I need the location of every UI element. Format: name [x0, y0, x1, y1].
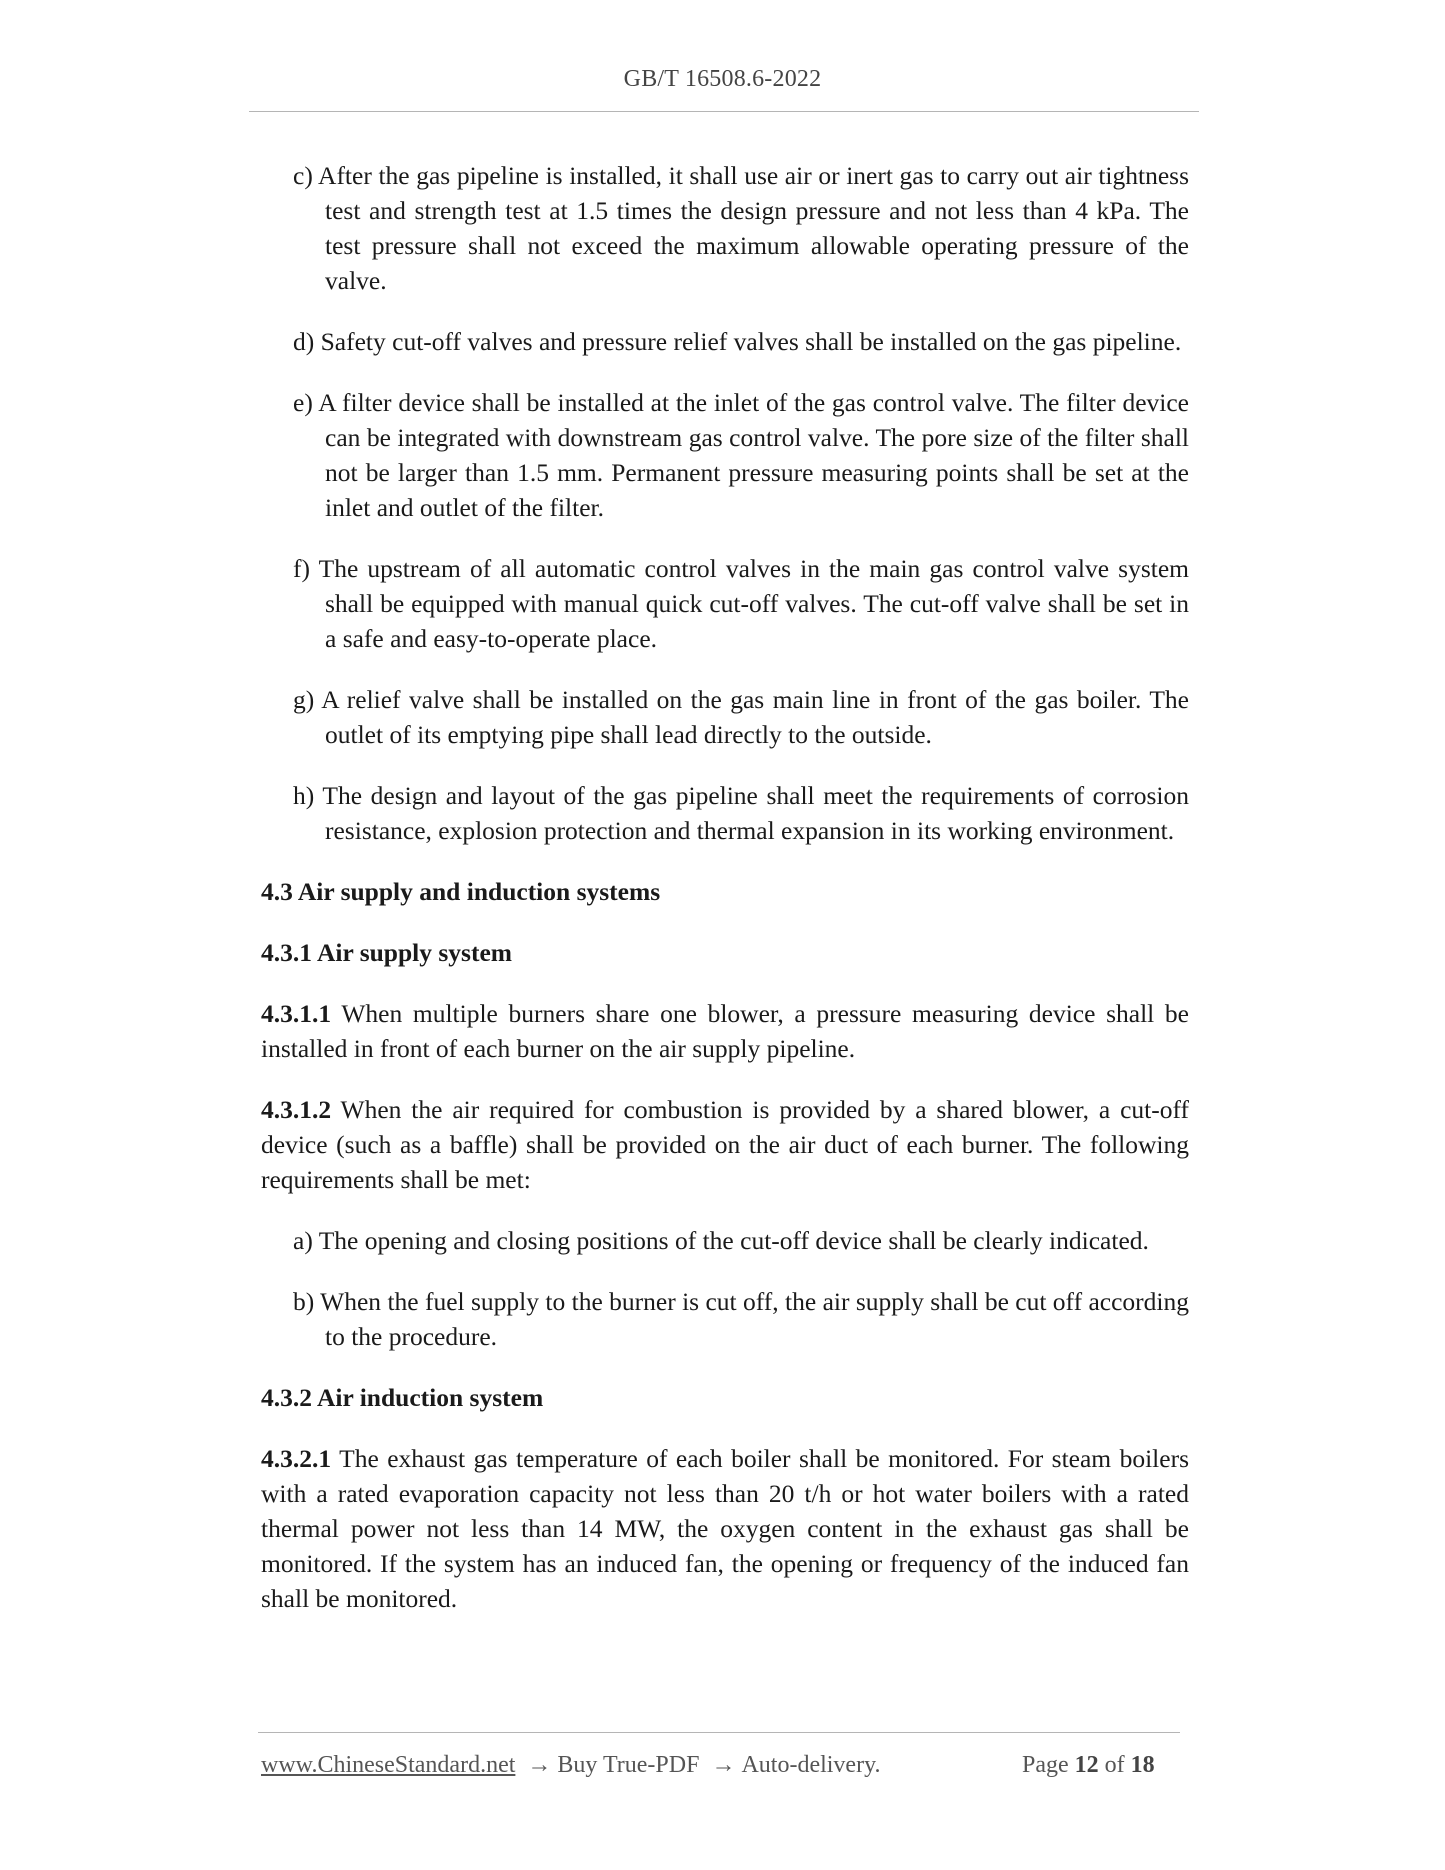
of-label: of [1104, 1752, 1125, 1778]
section-heading-4-3: 4.3 Air supply and induction systems [261, 877, 661, 906]
right-arrow-icon: → [527, 1752, 552, 1778]
list-item-h: h) The design and layout of the gas pipeline shall meet the requirements of corrosion resistance, explosion protection and thermal expansion in its working environment. [293, 781, 1189, 845]
buy-true-pdf-text: Buy True-PDF [557, 1752, 700, 1778]
clause-4-3-1-1 [261, 996, 1189, 1066]
page-label: Page [1022, 1752, 1069, 1778]
section-heading-4-3-1: 4.3.1 Air supply system [261, 938, 513, 967]
page-total: 18 [1130, 1752, 1155, 1778]
clause-number: 4.3.1.1 [261, 999, 332, 1028]
list-item-f: f) The upstream of all automatic control valves in the main gas control valve system shall be equipped with manual quick cut-off valves. The cut-off valve shall be set in a safe and easy-to-operate place. [293, 554, 1189, 653]
page-indicator [1022, 1752, 1155, 1779]
clause-number: 4.3.1.2 [261, 1095, 332, 1124]
footer-divider [258, 1732, 1180, 1733]
document-body [261, 158, 1189, 1642]
list-item-c: c) After the gas pipeline is installed, it shall use air or inert gas to carry out air tightness test and strength test at 1.5 times the design pressure and not less than 4 kPa. The test pressure shall not exceed the maximum allowable operating pressure of the valve. [293, 161, 1189, 295]
clause-4-3-1-2 [261, 1092, 1189, 1197]
footer-links [261, 1752, 881, 1779]
section-heading-4-3-2: 4.3.2 Air induction system [261, 1383, 544, 1412]
clause-number: 4.3.2.1 [261, 1444, 332, 1473]
list-item-e: e) A filter device shall be installed at the inlet of the gas control valve. The filter device can be integrated with downstream gas control valve. The pore size of the filter shall not be larger than 1.5 mm. Permanent pressure measuring points shall be set at the inlet and outlet of the filter. [293, 388, 1189, 522]
list-item-g: g) A relief valve shall be installed on the gas main line in front of the gas boiler. The outlet of its emptying pipe shall lead directly to the outside. [293, 685, 1189, 749]
list-item-b: b) When the fuel supply to the burner is cut off, the air supply shall be cut off according to the procedure. [293, 1287, 1189, 1351]
clause-text: When the air required for combustion is provided by a shared blower, a cut-off device (such as a baffle) shall be provided on the air duct of each burner. The following requirements shall be met: [261, 1095, 1189, 1194]
clause-text: The exhaust gas temperature of each boiler shall be monitored. For steam boilers with a rated evaporation capacity not less than 20 t/h or hot water boilers with a rated thermal power not less than 14 MW, the oxygen content in the exhaust gas shall be monitored. If the system has an induced fan, the opening or frequency of the induced fan shall be monitored. [261, 1444, 1189, 1613]
header-standard-code: GB/T 16508.6-2022 [623, 66, 822, 92]
auto-delivery-text: Auto-delivery. [741, 1752, 881, 1778]
clause-text: When multiple burners share one blower, a pressure measuring device shall be installed in front of each burner on the air supply pipeline. [261, 999, 1189, 1063]
list-item-a: a) The opening and closing positions of the cut-off device shall be clearly indicated. [293, 1226, 1149, 1255]
list-item-d: d) Safety cut-off valves and pressure relief valves shall be installed on the gas pipeline. [293, 327, 1182, 356]
right-arrow-icon: → [711, 1752, 736, 1778]
clause-4-3-2-1 [261, 1441, 1189, 1616]
page-number: 12 [1074, 1752, 1099, 1778]
website-link[interactable]: www.ChineseStandard.net [261, 1752, 516, 1778]
header-divider [249, 111, 1199, 112]
